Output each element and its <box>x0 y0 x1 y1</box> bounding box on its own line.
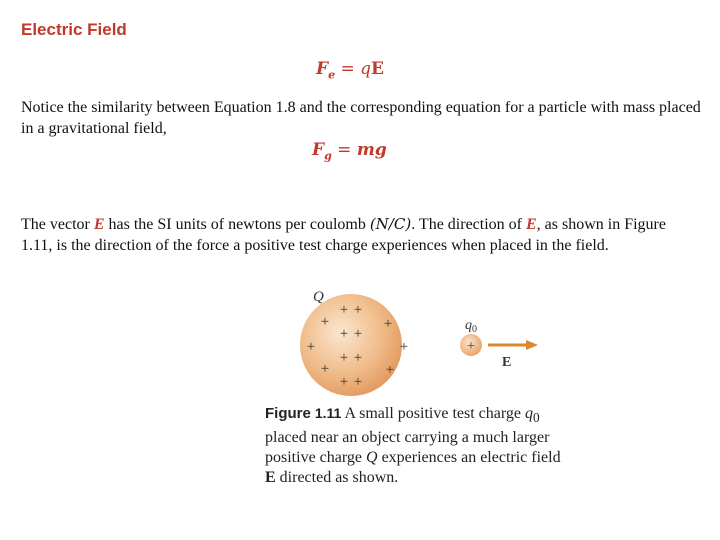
plus-sign: + <box>339 374 349 390</box>
paragraph-similarity: Notice the similarity between Equation 1.8 and the corresponding equation for a particle with mass placed in a gravitational field, <box>21 99 701 137</box>
plus-sign: + <box>353 350 363 366</box>
paragraph-si-units: The vector E has the SI units of newtons per coulomb (N/C). The direction of E, as shown in Figure 1.11, is the direction of the force a positive test charge experiences when placed in the field. <box>21 215 666 254</box>
plus-sign: + <box>320 314 330 330</box>
charge-figure <box>295 285 555 400</box>
figure-caption: Figure 1.11 A small positive test charge $q_0$ placed near an object carrying a much larger positive charge Q experiences an electric field E directed as shown. <box>265 405 561 487</box>
field-label: E <box>502 355 512 370</box>
plus-sign: + <box>399 339 409 355</box>
plus-sign: + <box>339 350 349 366</box>
plus-sign: + <box>353 326 363 342</box>
field-arrow-head <box>526 340 538 350</box>
plus-sign: + <box>320 361 330 377</box>
slide-title: Electric Field <box>21 20 127 39</box>
source-charge-sphere <box>300 294 402 396</box>
source-charge-label: Q <box>313 289 324 305</box>
plus-sign: + <box>306 339 316 355</box>
plus-sign: + <box>385 362 395 378</box>
plus-sign: + <box>353 302 363 318</box>
electric-force-equation: $F_e$ = qE <box>316 59 384 82</box>
plus-sign: + <box>339 302 349 318</box>
test-charge-label: $q_0$ <box>465 318 477 335</box>
gravity-force-equation: $F_g$ = mg <box>312 140 387 163</box>
plus-sign: + <box>353 374 363 390</box>
plus-sign: + <box>339 326 349 342</box>
plus-sign: + <box>383 316 393 332</box>
test-charge-plus: + <box>467 339 475 354</box>
